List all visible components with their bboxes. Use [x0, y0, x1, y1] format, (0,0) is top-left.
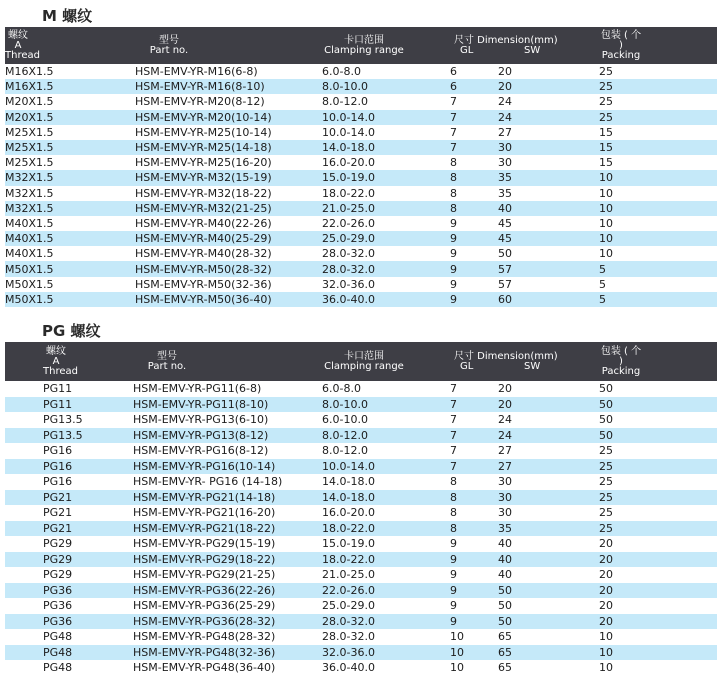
- gl-cell: 8: [450, 156, 457, 170]
- sw-cell: 40: [498, 568, 512, 582]
- gl-cell: 8: [450, 506, 457, 520]
- gl-cell: 9: [450, 614, 457, 628]
- table-row: [5, 536, 717, 552]
- sw-cell: 24: [498, 95, 512, 109]
- clamping-range-cell: 10.0-14.0: [322, 110, 375, 124]
- clamping-range-cell: 21.0-25.0: [322, 201, 375, 215]
- sw-cell: 30: [498, 490, 512, 504]
- thread-column-header: 螺纹 A Thread: [43, 345, 78, 377]
- sw-subheader: SW: [524, 360, 541, 372]
- table-row: [5, 79, 717, 94]
- gl-subheader: GL: [460, 44, 474, 56]
- packing-cell: 10: [599, 186, 613, 200]
- thread-cell: PG48: [43, 645, 73, 659]
- gl-cell: 7: [450, 459, 457, 473]
- part-no-cell: HSM-EMV-YR-M32(18-22): [135, 186, 272, 200]
- part-no-cell: HSM-EMV-YR-M32(15-19): [135, 171, 272, 185]
- pg-thread-spec-table: [5, 342, 717, 676]
- gl-cell: 8: [450, 475, 457, 489]
- packing-cell: 20: [599, 568, 613, 582]
- packing-cell: 25: [599, 95, 613, 109]
- table-row: [5, 583, 717, 599]
- sw-cell: 30: [498, 141, 512, 155]
- thread-cell: PG11: [43, 397, 73, 411]
- sw-cell: 65: [498, 630, 512, 644]
- thread-cell: M20X1.5: [5, 95, 54, 109]
- packing-cell: 25: [599, 459, 613, 473]
- packing-cell: 10: [599, 216, 613, 230]
- clamping-range-cell: 8.0-12.0: [322, 428, 368, 442]
- clamping-range-cell: 15.0-19.0: [322, 537, 375, 551]
- packing-cell: 50: [599, 413, 613, 427]
- sw-cell: 27: [498, 459, 512, 473]
- gl-cell: 9: [450, 262, 457, 276]
- thread-cell: M50X1.5: [5, 292, 54, 306]
- sw-cell: 50: [498, 599, 512, 613]
- sw-cell: 35: [498, 186, 512, 200]
- gl-cell: 9: [450, 216, 457, 230]
- part-no-cell: HSM-EMV-YR-PG36(25-29): [133, 599, 276, 613]
- packing-cell: 10: [599, 232, 613, 246]
- part-no-cell: HSM-EMV-YR-PG36(22-26): [133, 583, 276, 597]
- thread-cell: PG29: [43, 568, 73, 582]
- part-no-cell: HSM-EMV-YR-M20(10-14): [135, 110, 272, 124]
- clamping-range-cell: 28.0-32.0: [322, 262, 375, 276]
- thread-cell: M25X1.5: [5, 125, 54, 139]
- packing-column-header: 包装 ( 个 ) Packing: [600, 345, 642, 377]
- clamping-range-cell: 16.0-20.0: [322, 506, 375, 520]
- gl-cell: 10: [450, 630, 464, 644]
- packing-cell: 10: [599, 645, 613, 659]
- part-no-cell: HSM-EMV-YR-M40(25-29): [135, 232, 272, 246]
- thread-cell: M25X1.5: [5, 141, 54, 155]
- packing-cell: 25: [599, 521, 613, 535]
- gl-cell: 9: [450, 277, 457, 291]
- table-row: [5, 292, 717, 307]
- thread-cell: PG36: [43, 599, 73, 613]
- gl-cell: 10: [450, 661, 464, 675]
- packing-cell: 5: [599, 262, 606, 276]
- sw-cell: 45: [498, 232, 512, 246]
- gl-cell: 7: [450, 110, 457, 124]
- sw-subheader: SW: [524, 44, 541, 56]
- thread-cell: PG48: [43, 630, 73, 644]
- packing-cell: 50: [599, 382, 613, 396]
- table-row: [5, 140, 717, 155]
- clamping-range-cell: 14.0-18.0: [322, 490, 375, 504]
- gl-cell: 7: [450, 428, 457, 442]
- packing-cell: 25: [599, 110, 613, 124]
- gl-cell: 7: [450, 95, 457, 109]
- part-no-cell: HSM-EMV-YR-M50(36-40): [135, 292, 272, 306]
- gl-cell: 7: [450, 382, 457, 396]
- clamping-range-cell: 25.0-29.0: [322, 232, 375, 246]
- thread-cell: PG29: [43, 537, 73, 551]
- thread-column-header: 螺纹 A Thread: [5, 29, 40, 61]
- sw-cell: 20: [498, 382, 512, 396]
- thread-cell: M20X1.5: [5, 110, 54, 124]
- thread-cell: PG36: [43, 583, 73, 597]
- thread-cell: PG21: [43, 521, 73, 535]
- sw-cell: 57: [498, 262, 512, 276]
- gl-cell: 7: [450, 397, 457, 411]
- thread-cell: PG11: [43, 382, 73, 396]
- sw-cell: 24: [498, 428, 512, 442]
- table-row: [5, 552, 717, 568]
- clamping-range-column-header: 卡口范围 Clamping range: [324, 350, 404, 372]
- packing-cell: 10: [599, 171, 613, 185]
- part-no-cell: HSM-EMV-YR-PG11(6-8): [133, 382, 262, 396]
- gl-cell: 8: [450, 490, 457, 504]
- table-row: [5, 216, 717, 231]
- gl-cell: 8: [450, 201, 457, 215]
- sw-cell: 35: [498, 521, 512, 535]
- sw-cell: 57: [498, 277, 512, 291]
- clamping-range-cell: 18.0-22.0: [322, 552, 375, 566]
- thread-cell: PG16: [43, 459, 73, 473]
- clamping-range-cell: 28.0-32.0: [322, 614, 375, 628]
- table-row: [5, 645, 717, 661]
- table-row: [5, 94, 717, 109]
- part-no-cell: HSM-EMV-YR-PG36(28-32): [133, 614, 276, 628]
- clamping-range-cell: 22.0-26.0: [322, 583, 375, 597]
- pg-thread-section-title: PG 螺纹: [42, 322, 101, 340]
- part-no-cell: HSM-EMV-YR-M25(10-14): [135, 125, 272, 139]
- sw-cell: 20: [498, 65, 512, 79]
- clamping-range-cell: 32.0-36.0: [322, 645, 375, 659]
- part-no-cell: HSM-EMV-YR-PG29(18-22): [133, 552, 276, 566]
- thread-cell: M32X1.5: [5, 171, 54, 185]
- thread-cell: M40X1.5: [5, 247, 54, 261]
- sw-cell: 30: [498, 506, 512, 520]
- clamping-range-cell: 14.0-18.0: [322, 141, 375, 155]
- gl-cell: 7: [450, 141, 457, 155]
- table-row: [5, 459, 717, 475]
- clamping-range-cell: 8.0-12.0: [322, 444, 368, 458]
- part-no-cell: HSM-EMV-YR-PG29(21-25): [133, 568, 276, 582]
- part-no-cell: HSM-EMV-YR-PG16(8-12): [133, 444, 269, 458]
- clamping-range-cell: 6.0-8.0: [322, 65, 361, 79]
- part-no-cell: HSM-EMV-YR-PG16(10-14): [133, 459, 276, 473]
- sw-cell: 50: [498, 583, 512, 597]
- table-row: [5, 474, 717, 490]
- thread-cell: PG16: [43, 475, 73, 489]
- gl-cell: 9: [450, 552, 457, 566]
- table-row: [5, 629, 717, 645]
- part-no-cell: HSM-EMV-YR-M25(16-20): [135, 156, 272, 170]
- clamping-range-cell: 14.0-18.0: [322, 475, 375, 489]
- sw-cell: 65: [498, 645, 512, 659]
- part-no-cell: HSM-EMV-YR-M50(32-36): [135, 277, 272, 291]
- sw-cell: 50: [498, 614, 512, 628]
- clamping-range-cell: 22.0-26.0: [322, 216, 375, 230]
- table-row: [5, 170, 717, 185]
- sw-cell: 20: [498, 397, 512, 411]
- packing-column-header: 包装 ( 个 ) Packing: [600, 29, 642, 61]
- sw-cell: 40: [498, 537, 512, 551]
- thread-cell: PG21: [43, 506, 73, 520]
- part-no-cell: HSM-EMV-YR-PG13(8-12): [133, 428, 269, 442]
- packing-cell: 50: [599, 397, 613, 411]
- table-row: [5, 490, 717, 506]
- table-row: [5, 125, 717, 140]
- m-thread-table-body: [5, 64, 717, 307]
- table-row: [5, 261, 717, 276]
- table-row: [5, 64, 717, 79]
- gl-cell: 7: [450, 444, 457, 458]
- sw-cell: 27: [498, 444, 512, 458]
- thread-cell: PG36: [43, 614, 73, 628]
- part-no-cell: HSM-EMV-YR-M20(8-12): [135, 95, 265, 109]
- packing-cell: 25: [599, 490, 613, 504]
- packing-cell: 15: [599, 141, 613, 155]
- table-header-row: [5, 342, 717, 381]
- packing-cell: 20: [599, 537, 613, 551]
- table-row: [5, 110, 717, 125]
- clamping-range-cell: 8.0-10.0: [322, 397, 368, 411]
- gl-cell: 8: [450, 521, 457, 535]
- sw-cell: 24: [498, 110, 512, 124]
- packing-cell: 10: [599, 630, 613, 644]
- table-row: [5, 428, 717, 444]
- table-row: [5, 397, 717, 413]
- part-no-cell: HSM-EMV-YR-M50(28-32): [135, 262, 272, 276]
- packing-cell: 20: [599, 614, 613, 628]
- gl-cell: 7: [450, 413, 457, 427]
- pg-thread-table-body: [5, 381, 717, 676]
- table-row: [5, 505, 717, 521]
- table-row: [5, 246, 717, 261]
- part-no-cell: HSM-EMV-YR-PG48(32-36): [133, 645, 276, 659]
- thread-cell: M25X1.5: [5, 156, 54, 170]
- packing-cell: 10: [599, 661, 613, 675]
- packing-cell: 20: [599, 552, 613, 566]
- sw-cell: 65: [498, 661, 512, 675]
- thread-cell: M40X1.5: [5, 232, 54, 246]
- sw-cell: 27: [498, 125, 512, 139]
- part-no-cell: HSM-EMV-YR-M40(28-32): [135, 247, 272, 261]
- sw-cell: 60: [498, 292, 512, 306]
- thread-cell: PG21: [43, 490, 73, 504]
- clamping-range-cell: 16.0-20.0: [322, 156, 375, 170]
- part-no-cell: HSM-EMV-YR-PG48(28-32): [133, 630, 276, 644]
- part-no-cell: HSM-EMV-YR-PG21(14-18): [133, 490, 276, 504]
- clamping-range-cell: 8.0-12.0: [322, 95, 368, 109]
- table-row: [5, 231, 717, 246]
- table-row: [5, 412, 717, 428]
- part-no-cell: HSM-EMV-YR-M16(8-10): [135, 80, 265, 94]
- clamping-range-cell: 6.0-10.0: [322, 413, 368, 427]
- thread-cell: PG29: [43, 552, 73, 566]
- clamping-range-cell: 6.0-8.0: [322, 382, 361, 396]
- clamping-range-cell: 10.0-14.0: [322, 125, 375, 139]
- packing-cell: 10: [599, 201, 613, 215]
- gl-cell: 9: [450, 537, 457, 551]
- gl-cell: 9: [450, 292, 457, 306]
- gl-subheader: GL: [460, 360, 474, 372]
- table-row: [5, 598, 717, 614]
- thread-cell: PG16: [43, 444, 73, 458]
- sw-cell: 45: [498, 216, 512, 230]
- part-no-cell: HSM-EMV-YR-PG21(16-20): [133, 506, 276, 520]
- packing-cell: 50: [599, 428, 613, 442]
- packing-cell: 25: [599, 506, 613, 520]
- table-row: [5, 567, 717, 583]
- table-row: [5, 155, 717, 170]
- clamping-range-cell: 36.0-40.0: [322, 292, 375, 306]
- clamping-range-cell: 18.0-22.0: [322, 521, 375, 535]
- table-row: [5, 521, 717, 537]
- packing-cell: 20: [599, 583, 613, 597]
- part-no-column-header: 型号 Part no.: [149, 34, 189, 56]
- clamping-range-cell: 15.0-19.0: [322, 171, 375, 185]
- part-no-cell: HSM-EMV-YR-PG48(36-40): [133, 661, 276, 675]
- gl-cell: 9: [450, 599, 457, 613]
- gl-cell: 9: [450, 247, 457, 261]
- table-row: [5, 660, 717, 676]
- thread-cell: PG13.5: [43, 413, 83, 427]
- thread-cell: M40X1.5: [5, 216, 54, 230]
- clamping-range-cell: 21.0-25.0: [322, 568, 375, 582]
- part-no-cell: HSM-EMV-YR- PG16 (14-18): [133, 475, 283, 489]
- thread-cell: M16X1.5: [5, 65, 54, 79]
- thread-cell: M50X1.5: [5, 277, 54, 291]
- sw-cell: 20: [498, 80, 512, 94]
- table-row: [5, 443, 717, 459]
- m-thread-section-title: M 螺纹: [42, 7, 93, 25]
- m-thread-spec-table: [5, 27, 717, 307]
- dimension-column-header: 尺寸 Dimension(mm) GL SW: [450, 342, 599, 381]
- gl-cell: 9: [450, 583, 457, 597]
- part-no-cell: HSM-EMV-YR-M16(6-8): [135, 65, 258, 79]
- thread-cell: M32X1.5: [5, 201, 54, 215]
- packing-cell: 25: [599, 80, 613, 94]
- part-no-cell: HSM-EMV-YR-M25(14-18): [135, 141, 272, 155]
- table-row: [5, 201, 717, 216]
- gl-cell: 7: [450, 125, 457, 139]
- dimension-column-header: 尺寸 Dimension(mm) GL SW: [450, 27, 599, 64]
- packing-cell: 15: [599, 156, 613, 170]
- table-row: [5, 186, 717, 201]
- part-no-cell: HSM-EMV-YR-PG13(6-10): [133, 413, 269, 427]
- table-row: [5, 277, 717, 292]
- thread-cell: PG13.5: [43, 428, 83, 442]
- packing-cell: 25: [599, 475, 613, 489]
- packing-cell: 10: [599, 247, 613, 261]
- packing-cell: 5: [599, 277, 606, 291]
- packing-cell: 20: [599, 599, 613, 613]
- thread-cell: M32X1.5: [5, 186, 54, 200]
- clamping-range-cell: 25.0-29.0: [322, 599, 375, 613]
- clamping-range-cell: 36.0-40.0: [322, 661, 375, 675]
- packing-cell: 25: [599, 444, 613, 458]
- sw-cell: 40: [498, 201, 512, 215]
- table-row: [5, 614, 717, 630]
- gl-cell: 9: [450, 568, 457, 582]
- thread-cell: PG48: [43, 661, 73, 675]
- clamping-range-cell: 10.0-14.0: [322, 459, 375, 473]
- packing-cell: 5: [599, 292, 606, 306]
- sw-cell: 35: [498, 171, 512, 185]
- part-no-cell: HSM-EMV-YR-PG11(8-10): [133, 397, 269, 411]
- part-no-cell: HSM-EMV-YR-M40(22-26): [135, 216, 272, 230]
- thread-cell: M16X1.5: [5, 80, 54, 94]
- gl-cell: 6: [450, 65, 457, 79]
- clamping-range-cell: 28.0-32.0: [322, 247, 375, 261]
- thread-cell: M50X1.5: [5, 262, 54, 276]
- gl-cell: 8: [450, 186, 457, 200]
- gl-cell: 9: [450, 232, 457, 246]
- sw-cell: 50: [498, 247, 512, 261]
- gl-cell: 10: [450, 645, 464, 659]
- clamping-range-cell: 8.0-10.0: [322, 80, 368, 94]
- sw-cell: 30: [498, 475, 512, 489]
- sw-cell: 40: [498, 552, 512, 566]
- sw-cell: 30: [498, 156, 512, 170]
- clamping-range-cell: 18.0-22.0: [322, 186, 375, 200]
- gl-cell: 6: [450, 80, 457, 94]
- part-no-column-header: 型号 Part no.: [147, 350, 187, 372]
- sw-cell: 24: [498, 413, 512, 427]
- packing-cell: 15: [599, 125, 613, 139]
- clamping-range-cell: 32.0-36.0: [322, 277, 375, 291]
- part-no-cell: HSM-EMV-YR-PG29(15-19): [133, 537, 276, 551]
- table-header-row: [5, 27, 717, 64]
- packing-cell: 25: [599, 65, 613, 79]
- clamping-range-column-header: 卡口范围 Clamping range: [324, 34, 404, 56]
- gl-cell: 8: [450, 171, 457, 185]
- clamping-range-cell: 28.0-32.0: [322, 630, 375, 644]
- table-row: [5, 381, 717, 397]
- part-no-cell: HSM-EMV-YR-M32(21-25): [135, 201, 272, 215]
- part-no-cell: HSM-EMV-YR-PG21(18-22): [133, 521, 276, 535]
